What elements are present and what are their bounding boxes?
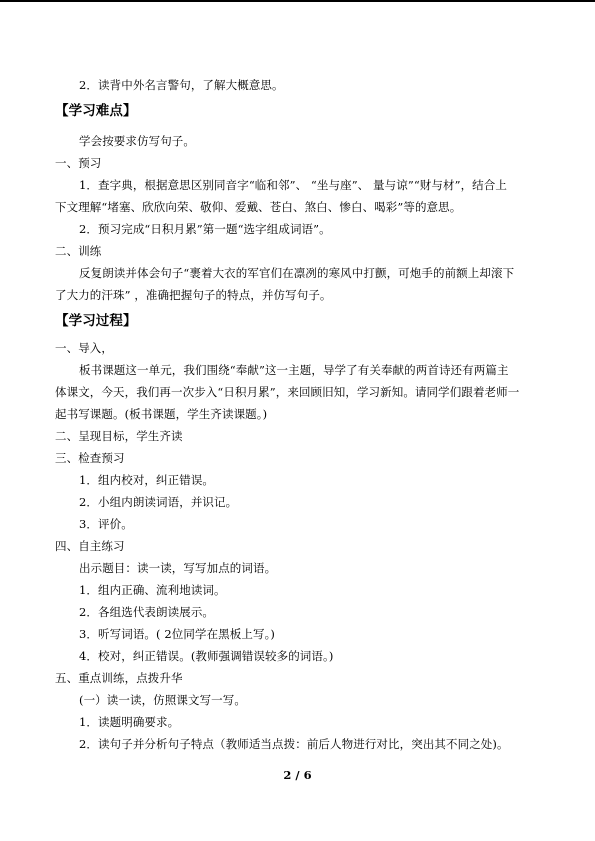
text-line: 五、重点训练，点拨升华 [55,671,183,685]
text-line: (一）读一读，仿照课文写一写。 [79,693,246,707]
section-heading-difficulty: 【学习难点】 [55,103,137,119]
page-number: 2 / 6 [283,768,312,782]
text-line: 了大力的汗珠” ，准确把握句子的特点，并仿写句子。 [55,288,332,302]
text-line: 2．小组内朗读词语，并识记。 [79,495,238,509]
text-line: 二、训练 [55,244,102,258]
text-line: 1．组内正确、流利地读词。 [79,583,226,597]
text-line: 2．各组选代表朗读展示。 [79,605,215,619]
text-line: 1．查字典，根据意思区别同音字“临和邻”、 “坐与座”、 量与谅”“财与材”，结合上 [79,178,507,192]
text-line: 2．读句子并分析句子特点（教师适当点拨：前后人物进行对比，突出其不同之处)。 [79,737,509,751]
text-line: 学会按要求仿写句子。 [79,134,195,148]
text-line: 三、检查预习 [55,451,125,465]
text-line: 下文理解“堵塞、欣欣向荣、敬仰、爱戴、苍白、煞白、惨白、喝彩”等的意思。 [55,200,462,214]
text-line: 出示题目：读一读，写写加点的词语。 [79,561,277,575]
text-line: 一、预习 [55,156,102,170]
text-line: 四、自主练习 [55,539,125,553]
text-line: 反复朗读并体会句子“裹着大衣的军官们在凛冽的寒风中打颤，可炮手的前额上却滚下 [79,266,515,280]
text-line: 二、呈现目标，学生齐读 [55,429,183,443]
header-rule [0,0,595,2]
text-line: 3．听写词语。( 2位同学在黑板上写。) [79,627,276,641]
text-line: 体课文，今天，我们再一次步入“日积月累”，来回顾旧知，学习新知。请同学们跟着老师一 [55,385,520,399]
section-heading-process: 【学习过程】 [55,313,137,329]
text-line: 1．组内校对，纠正错误。 [79,473,215,487]
text-line: 4．校对，纠正错误。(教师强调错误较多的词语。) [79,649,334,663]
text-line: 板书课题这一单元，我们围绕“奉献”这一主题，导学了有关奉献的两首诗还有两篇主 [79,363,509,377]
text-line: 2．预习完成“日积月累”第一题“选字组成词语”。 [79,222,331,236]
text-line: 1．读题明确要求。 [79,715,180,729]
text-line: 一、导入， [55,341,113,355]
text-line: 3．评价。 [79,517,133,531]
text-line: 起书写课题。(板书课题，学生齐读课题。) [55,407,268,421]
text-line: 2．读背中外名言警句，了解大概意思。 [79,78,284,92]
